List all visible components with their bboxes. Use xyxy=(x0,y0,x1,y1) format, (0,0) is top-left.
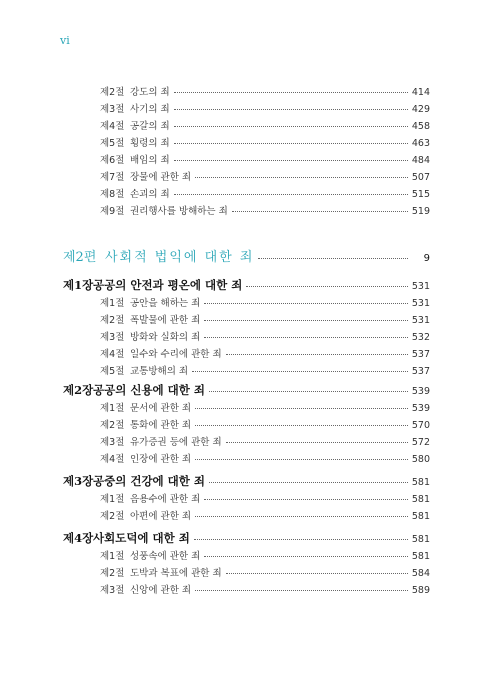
section-number: 제6절 xyxy=(100,155,125,166)
chapter-title: 사회도덕에 대한 죄 xyxy=(93,531,190,545)
dot-leader xyxy=(195,407,408,409)
chapter-number: 제3장 xyxy=(63,474,94,488)
toc-entry[interactable] xyxy=(0,565,500,581)
toc-entry[interactable] xyxy=(0,582,500,598)
page-ref: 519 xyxy=(411,206,430,217)
page-ref: 581 xyxy=(411,551,430,562)
page-ref: 414 xyxy=(411,87,430,98)
section-number: 제9절 xyxy=(100,206,125,217)
toc-entry[interactable] xyxy=(0,508,500,524)
section-title: 장물에 관한 죄 xyxy=(130,172,192,183)
section-title: 아편에 관한 죄 xyxy=(130,511,192,522)
dot-leader xyxy=(258,257,408,259)
page-ref: 589 xyxy=(411,585,430,596)
toc-entry[interactable] xyxy=(0,451,500,467)
chapter-heading[interactable] xyxy=(0,473,500,489)
section-number: 제1절 xyxy=(100,494,125,505)
dot-leader xyxy=(174,125,408,127)
dot-leader xyxy=(195,589,408,591)
dot-leader xyxy=(174,91,408,93)
section-title: 일수와 수리에 관한 죄 xyxy=(130,349,222,360)
toc-entry[interactable] xyxy=(0,312,500,328)
toc-entry[interactable] xyxy=(0,118,500,134)
part-title: 사회적 법익에 대한 죄 xyxy=(105,250,255,265)
section-number: 제1절 xyxy=(100,403,125,414)
section-number: 제2절 xyxy=(100,315,125,326)
page-ref: 537 xyxy=(411,366,430,377)
page-ref: 458 xyxy=(411,121,430,132)
dot-leader xyxy=(204,319,408,321)
section-title: 횡령의 죄 xyxy=(130,138,170,149)
page-number: vi xyxy=(60,34,70,47)
page-ref: 484 xyxy=(411,155,430,166)
page-ref: 507 xyxy=(411,172,430,183)
toc-entry[interactable] xyxy=(0,152,500,168)
section-title: 배임의 죄 xyxy=(130,155,170,166)
dot-leader xyxy=(174,142,408,144)
section-number: 제4절 xyxy=(100,454,125,465)
dot-leader xyxy=(204,555,408,557)
toc-entry[interactable] xyxy=(0,434,500,450)
section-title: 문서에 관한 죄 xyxy=(130,403,192,414)
dot-leader xyxy=(226,572,408,574)
section-number: 제3절 xyxy=(100,585,125,596)
section-title: 손괴의 죄 xyxy=(130,189,170,200)
page-ref: 539 xyxy=(411,386,430,397)
page-ref: 537 xyxy=(411,349,430,360)
section-number: 제5절 xyxy=(100,138,125,149)
dot-leader xyxy=(192,370,408,372)
page-ref: 584 xyxy=(411,568,430,579)
toc-entry[interactable] xyxy=(0,135,500,151)
section-title: 사기의 죄 xyxy=(130,104,170,115)
section-number: 제7절 xyxy=(100,172,125,183)
page-ref: 531 xyxy=(411,298,430,309)
toc-entry[interactable] xyxy=(0,186,500,202)
part-heading[interactable] xyxy=(0,246,500,266)
section-number: 제3절 xyxy=(100,437,125,448)
dot-leader xyxy=(194,538,408,540)
page-ref: 531 xyxy=(411,315,430,326)
section-title: 공안을 해하는 죄 xyxy=(130,298,201,309)
chapter-heading[interactable] xyxy=(0,277,500,293)
page-ref: 515 xyxy=(411,189,430,200)
chapter-number: 제1장 xyxy=(63,278,94,292)
dot-leader xyxy=(232,210,408,212)
dot-leader xyxy=(204,336,408,338)
dot-leader xyxy=(209,481,408,483)
page-ref: 463 xyxy=(411,138,430,149)
page-ref: 581 xyxy=(411,477,430,488)
section-number: 제3절 xyxy=(100,104,125,115)
section-number: 제2절 xyxy=(100,420,125,431)
toc-entry[interactable] xyxy=(0,169,500,185)
section-number: 제4절 xyxy=(100,349,125,360)
toc-entry[interactable] xyxy=(0,363,500,379)
chapter-title: 공공의 신용에 대한 죄 xyxy=(93,383,205,397)
section-title: 교통방해의 죄 xyxy=(130,366,189,377)
section-number: 제8절 xyxy=(100,189,125,200)
chapter-heading[interactable] xyxy=(0,530,500,546)
toc-entry[interactable] xyxy=(0,548,500,564)
section-title: 통화에 관한 죄 xyxy=(130,420,192,431)
section-title: 권리행사를 방해하는 죄 xyxy=(130,206,228,217)
page-ref: 581 xyxy=(411,494,430,505)
toc-entry[interactable] xyxy=(0,101,500,117)
section-title: 신앙에 관한 죄 xyxy=(130,585,192,596)
page-ref: 539 xyxy=(411,403,430,414)
toc-entry[interactable] xyxy=(0,295,500,311)
dot-leader xyxy=(195,424,408,426)
dot-leader xyxy=(209,390,408,392)
chapter-number: 제2장 xyxy=(63,383,94,397)
page-ref: 581 xyxy=(411,534,430,545)
page-ref: 572 xyxy=(411,437,430,448)
section-number: 제2절 xyxy=(100,511,125,522)
section-title: 성풍속에 관한 죄 xyxy=(130,551,201,562)
dot-leader xyxy=(174,159,408,161)
section-title: 인장에 관한 죄 xyxy=(130,454,192,465)
section-number: 제5절 xyxy=(100,366,125,377)
section-number: 제3절 xyxy=(100,332,125,343)
section-title: 강도의 죄 xyxy=(130,87,170,98)
toc-entry[interactable] xyxy=(0,346,500,362)
section-title: 폭발물에 관한 죄 xyxy=(130,315,201,326)
chapter-title: 공공의 안전과 평온에 대한 죄 xyxy=(93,278,243,292)
section-number: 제1절 xyxy=(100,551,125,562)
section-number: 제1절 xyxy=(100,298,125,309)
toc-entry[interactable] xyxy=(0,491,500,507)
dot-leader xyxy=(174,108,408,110)
page-ref: 581 xyxy=(411,511,430,522)
page-ref: 532 xyxy=(411,332,430,343)
page-ref: 570 xyxy=(411,420,430,431)
page-ref: 531 xyxy=(411,281,430,292)
section-title: 공갈의 죄 xyxy=(130,121,170,132)
toc-entry[interactable] xyxy=(0,417,500,433)
page-ref: 9 xyxy=(423,253,430,264)
toc-entry[interactable] xyxy=(0,84,500,100)
dot-leader xyxy=(204,302,408,304)
dot-leader xyxy=(226,353,408,355)
dot-leader xyxy=(195,515,408,517)
dot-leader xyxy=(226,441,408,443)
part-number: 제2편 xyxy=(63,250,97,265)
page-ref: 580 xyxy=(411,454,430,465)
section-title: 유가증권 등에 관한 죄 xyxy=(130,437,222,448)
chapter-title: 공중의 건강에 대한 죄 xyxy=(93,474,205,488)
dot-leader xyxy=(174,193,408,195)
section-number: 제2절 xyxy=(100,87,125,98)
page-ref: 429 xyxy=(411,104,430,115)
section-title: 음용수에 관한 죄 xyxy=(130,494,201,505)
section-number: 제4절 xyxy=(100,121,125,132)
section-title: 방화와 실화의 죄 xyxy=(130,332,201,343)
section-number: 제2절 xyxy=(100,568,125,579)
dot-leader xyxy=(246,285,408,287)
chapter-heading[interactable] xyxy=(0,382,500,398)
dot-leader xyxy=(195,458,408,460)
dot-leader xyxy=(204,498,408,500)
toc-entry[interactable] xyxy=(0,203,500,219)
dot-leader xyxy=(195,176,408,178)
toc-entry[interactable] xyxy=(0,400,500,416)
chapter-number: 제4장 xyxy=(63,531,94,545)
section-title: 도박과 복표에 관한 죄 xyxy=(130,568,222,579)
toc-entry[interactable] xyxy=(0,329,500,345)
